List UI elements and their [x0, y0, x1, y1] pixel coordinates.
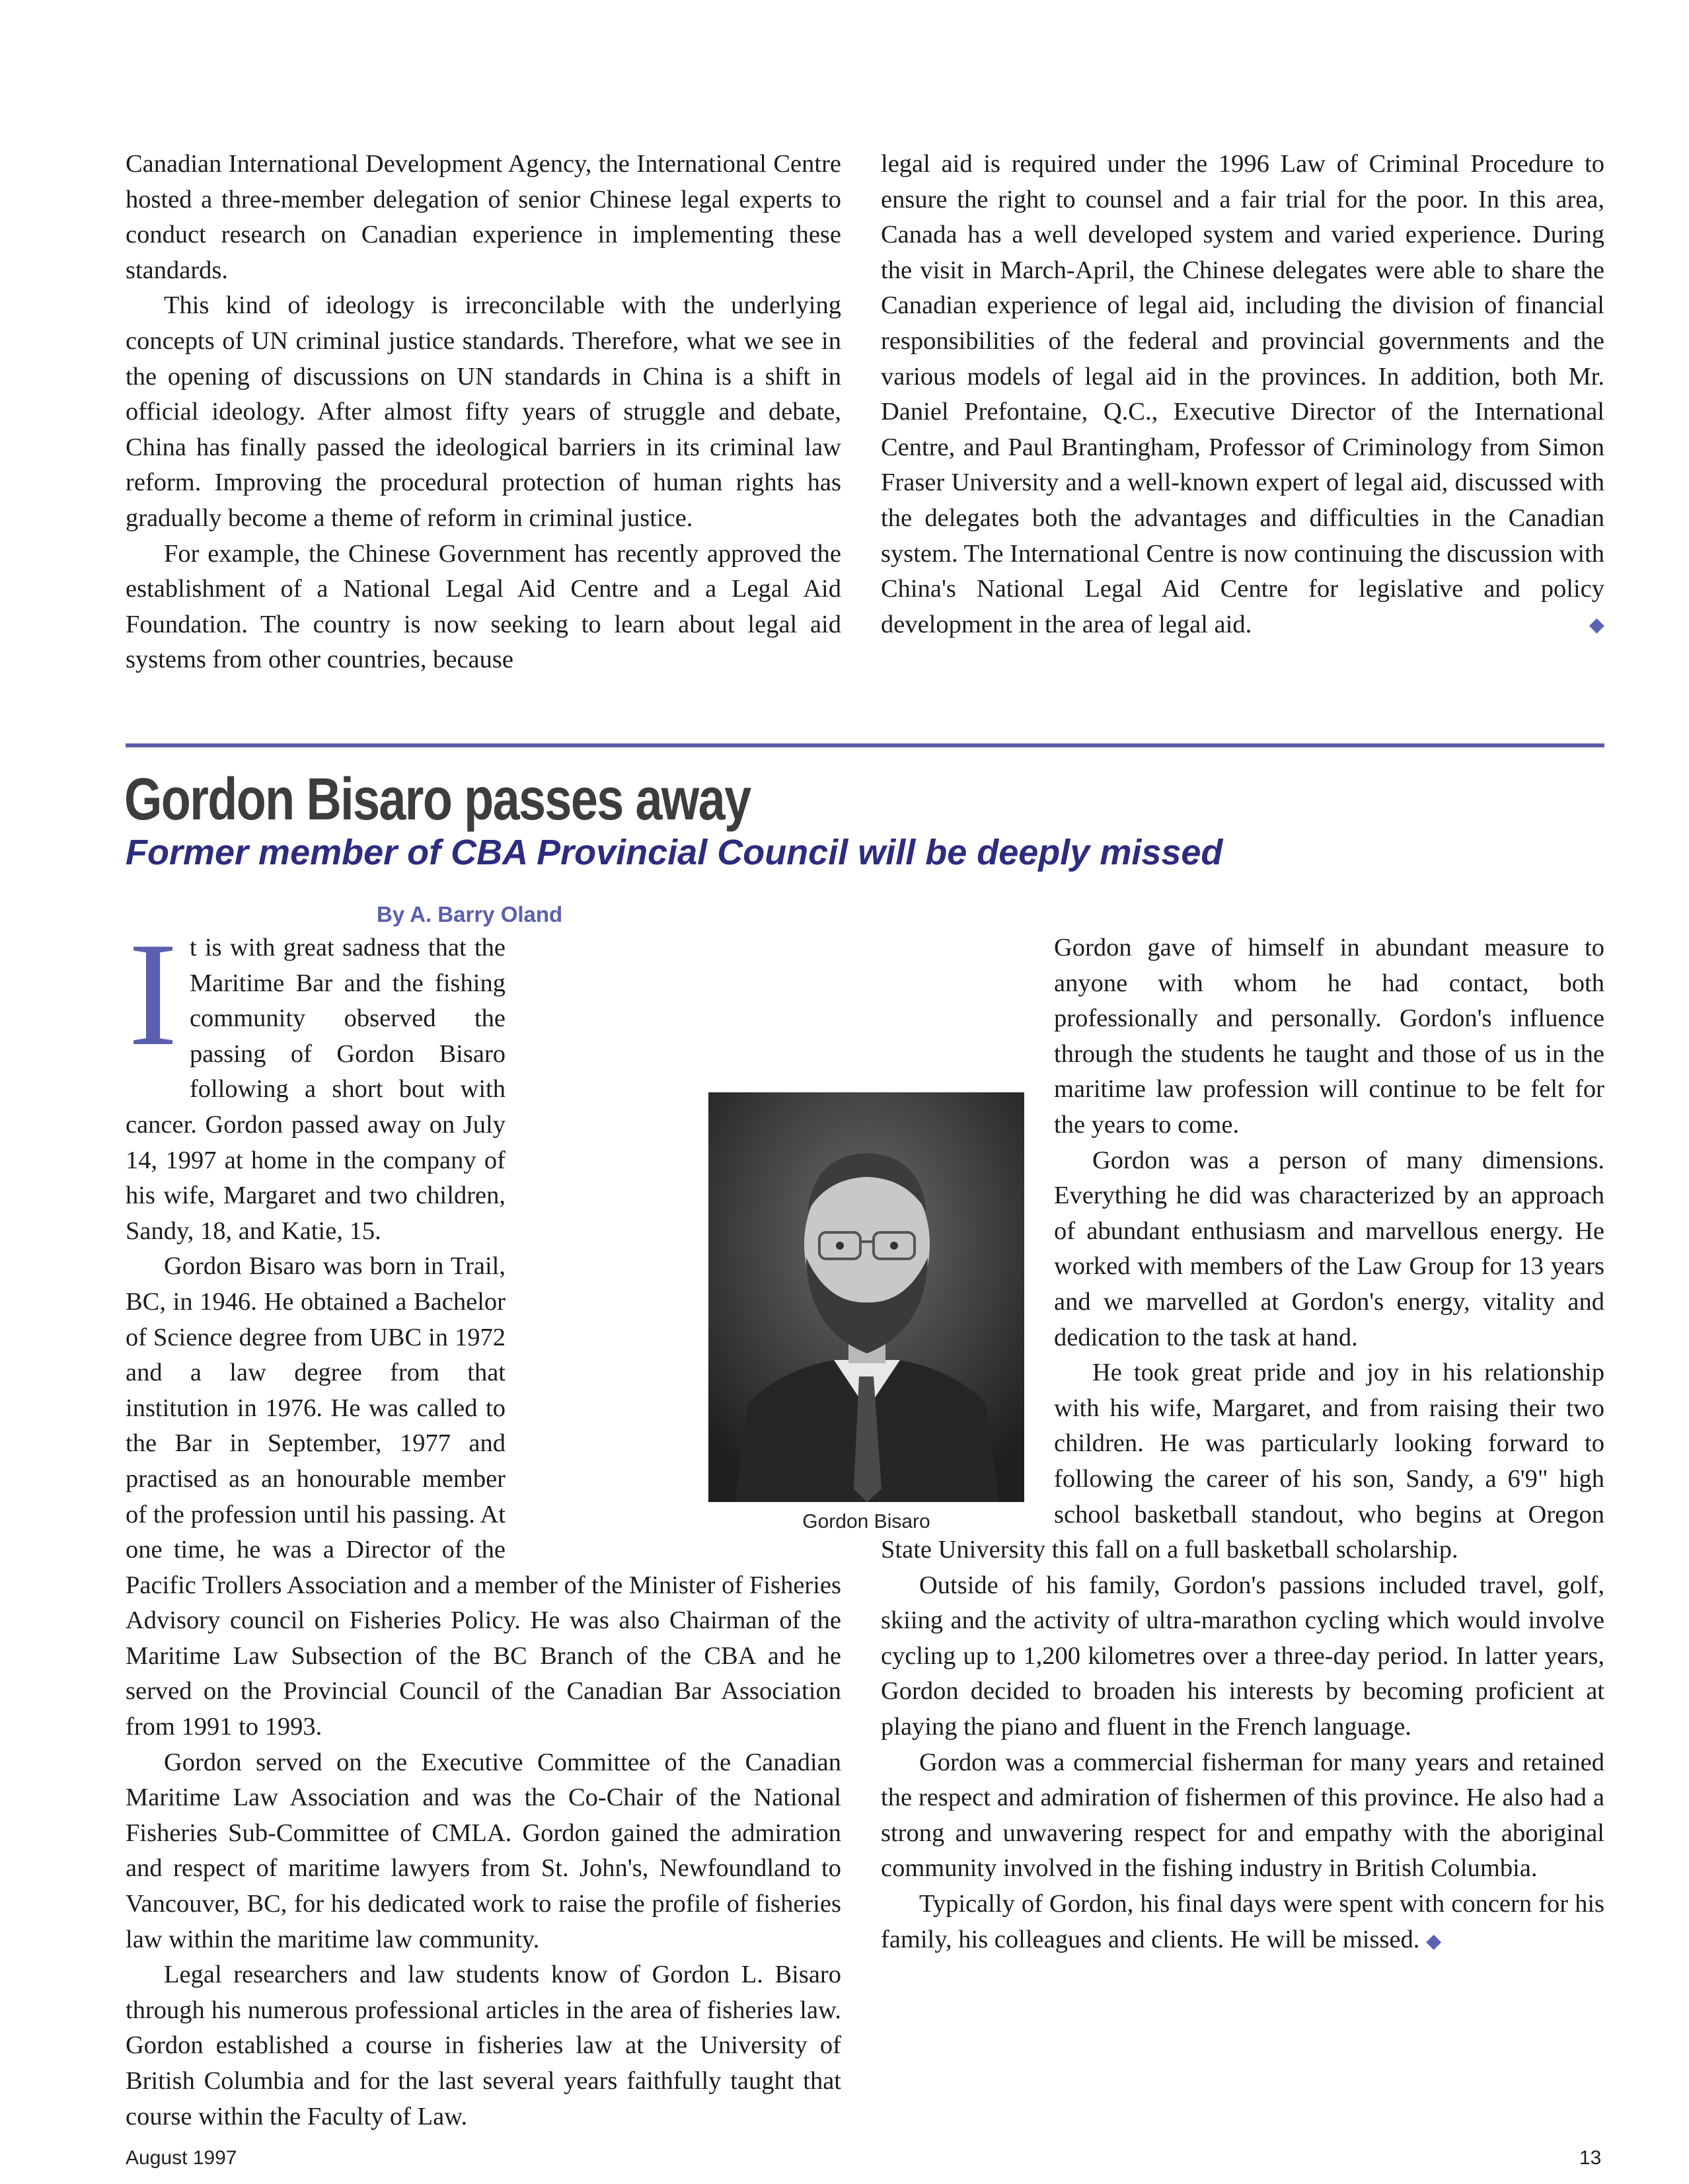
article-paragraph [881, 1887, 1604, 1959]
top-paragraph: This kind of ideology is irreconcilable with the underlying concepts of UN criminal justice standards. Therefore, what we see in the opening of discussions on UN standards in China is a shift in official ideology. After almost fifty years of struggle and debate, China has finally passed the ideological barriers in its criminal law reform. Improving the procedural protection of human rights has gradually become a theme of reform in criminal justice. [126, 291, 841, 532]
article-text: Gordon gave of himself in abundant measure to anyone with whom he had contact, both professionally and personally. Gordon's influence through the students he taught and those of us in the maritime law profession will continue to be felt for the years to come. [1054, 934, 1604, 1139]
article-paragraph: Outside of his family, Gordon's passions included travel, golf, skiing and the activity of ultra-marathon cycling which would involve cycling up to 1,200 kilometres over a three-day period. In latter years, Gordon decided to broaden his interests by becoming proficient at playing the piano and fluent in the French language. [881, 1571, 1604, 1741]
article-paragraph: Gordon was a commercial fisherman for many years and retained the respect and admiration of fishermen of this province. He also had a strong and unwavering respect for and empathy with the aboriginal community involved in the fishing industry in British Columbia. [881, 1748, 1604, 1883]
article-subheadline: Former member of CBA Provincial Council will be deeply missed [126, 833, 1223, 872]
article-paragraph: He took great pride and joy in his relationship with his wife, Margaret, and from raising their two children. He was particularly looking forward to following the career of his son, Sandy, a 6'9" high school basketball standout, who begins at Oregon State University this fall on a full basketball scholarship. [881, 1359, 1604, 1564]
top-paragraph: For example, the Chinese Government has recently approved the establishment of a National Legal Aid Centre and a Legal Aid Foundation. The country is now seeking to learn about legal aid systems from other countries, because [126, 539, 841, 674]
drop-cap: I [128, 911, 178, 1076]
top-article-right-column [881, 147, 1604, 642]
article-headline: Gordon Bisaro passes away [124, 767, 751, 833]
article-text: Typically of Gordon, his final days were spent with concern for his family, his colleagues and clients. He will be missed. [881, 1890, 1604, 1953]
article-byline: By A. Barry Oland [377, 902, 563, 926]
article-paragraph: Legal researchers and law students know of Gordon L. Bisaro through his numerous professional articles in the area of fisheries law. Gordon established a course in fisheries law at the University of British Columbia and for the last several years faithfully taught that course within the Faculty of Law. [126, 1961, 841, 2130]
top-paragraph [881, 147, 1604, 642]
top-paragraph: Canadian International Development Agency, the International Centre hosted a three-member delegation of senior Chinese legal experts to conduct research on Canadian experience in implementing these standards. [126, 150, 841, 284]
article-paragraph: Gordon was a person of many dimensions. Everything he did was characterized by an approach of abundant enthusiasm and marvellous energy. He worked with members of the Law Group for 13 years and we marvelled at Gordon's energy, vitality and dedication to the task at hand. [1054, 1146, 1604, 1351]
top-article-left-column [126, 147, 841, 678]
article-paragraph: Gordon Bisaro was born in Trail, BC, in 1946. He obtained a Bachelor of Science degree from UBC in 1972 and a law degree from that institution in 1976. He was called to the Bar in September, 1977 and practised as an honourable member of the profession until his passing. At one time, he was a Director of the Pacific Trollers Association and a member of the Minister of Fisheries Advisory council on Fisheries Policy. He was also Chairman of the Maritime Law Subsection of the BC Branch of the CBA and he served on the Provincial Council of the Canadian Bar Association from 1991 to 1993. [126, 1252, 841, 1741]
top-paragraph-text: legal aid is required under the 1996 Law of Criminal Procedure to ensure the right to counsel and a fair trial for the poor. In this area, Canada has a well developed system and varied experience. During the visit in March-April, the Chinese delegates were able to share the Canadian experience of legal aid, including the division of financial responsibilities of the federal and provincial governments and the various models of legal aid in the provinces. In addition, both Mr. Daniel Prefontaine, Q.C., Executive Director of the International Centre, and Paul Brantingham, Professor of Criminology from Simon Fraser University and a well-known expert of legal aid, discussed with the delegates both the advantages and difficulties in the Canadian system. The International Centre is now continuing the discussion with China's National Legal Aid Centre for legislative and policy development in the area of legal aid. [881, 150, 1604, 638]
portrait-photo [708, 1092, 1024, 1502]
end-mark-icon: ◆ [1589, 613, 1604, 636]
end-mark-icon: ◆ [1426, 1930, 1442, 1952]
photo-caption: Gordon Bisaro [802, 1511, 930, 1532]
article-paragraph: Gordon served on the Executive Committee of the Canadian Maritime Law Association and was the Co-Chair of the National Fisheries Sub-Committee of CMLA. Gordon gained the admiration and respect of maritime lawyers from St. John's, Newfoundland to Vancouver, BC, for his dedicated work to raise the profile of fisheries law within the maritime law community. [126, 1748, 841, 1953]
page-number: 13 [1579, 2147, 1602, 2169]
portrait-illustration [708, 1092, 1024, 1502]
footer-date: August 1997 [126, 2147, 237, 2169]
section-divider [126, 743, 1604, 747]
lead-text: t is with great sadness that the Maritime Bar and the fishing community observed the passing of Gordon Bisaro following a short bout with cancer. Gordon passed away on July 14, 1997 at home in the company of his wife, Margaret and two children, Sandy, 18, and Katie, 15. [126, 934, 506, 1245]
